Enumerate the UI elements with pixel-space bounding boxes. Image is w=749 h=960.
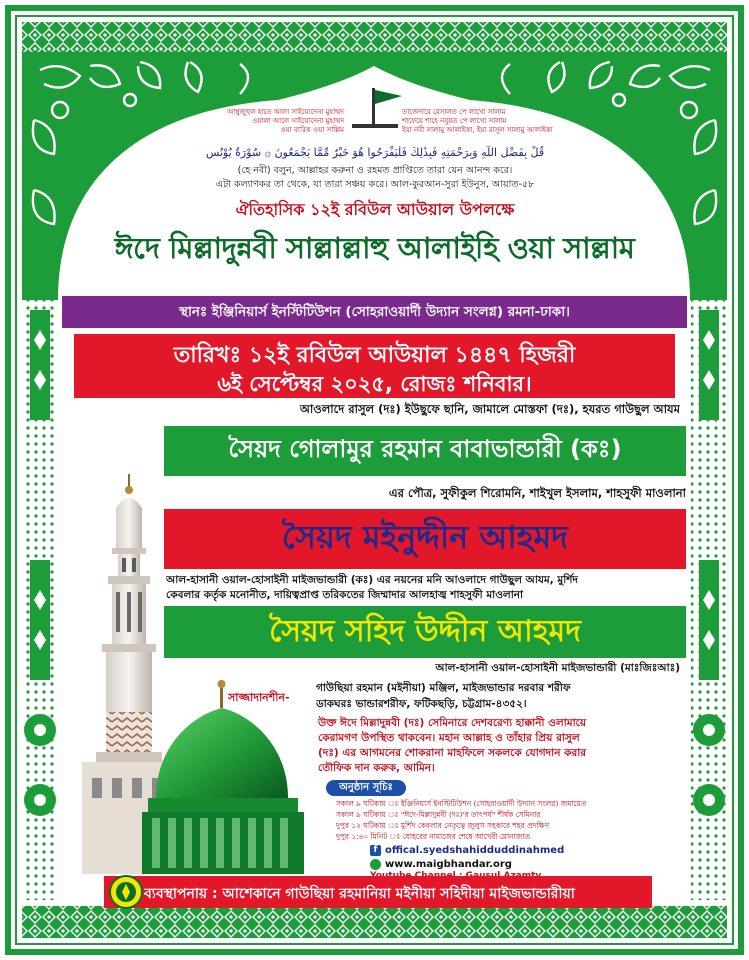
program-item: দুপুর ১:৪০ মিনিট ঃ যোহরের নামাজের শেষে আখেরী মোনাজাত [336,832,530,841]
address-line-2: ডাকঘরঃ ভান্ডারশরীফ, ফটিকছড়ি, চট্টগ্রাম-৪৩৫২। [316,698,527,710]
website-url: www.maigbhandar.org [385,858,512,870]
occasion-heading: ঐতিহাসিক ১২ই রবিউল আউয়াল উপলক্ষে [235,200,515,219]
quran-translation-line-2: এটা কল্যাণকর তা থেকে, যা তারা সঞ্চয় করে। আল-কুরআন-সুরা ইউনুস, আয়াত-৫৮ [215,179,535,190]
name-2: সৈয়দ মইনুদ্দীন আহমদ [281,518,569,556]
program-item: দুপুর ১২ ঘটিকায় ঃ মুর্শিদ কেবলার নেতৃত্বে জুলুস সহকারে শহর প্রদক্ষিণ [336,821,550,830]
facebook-icon: f [370,845,381,856]
flag-icon [344,84,404,130]
quran-translation-line-1: (হে নবী) বলুন, আল্লাহর করুনা ও রহমত প্রাপ্তিতে তারা যেন আনন্দ করে। [237,165,513,176]
facebook-link[interactable] [370,843,670,857]
salawat-note: আম্বুজুহুল হাতে আলা সাইয়্যেদেনা মুহাম্মদ ওয়ালা আলে সাইয়্যেদেনা মুহাম্মদ ওয়া বারিক ওয়া সাল্লিম [227,108,344,134]
invitation-text [318,716,686,776]
invitation-line-4: তৌফিক দান করুক, আমিন। [318,762,435,774]
organization-logo-icon [108,874,144,910]
invitation-line-1: উক্ত ঈদে মিল্লাদুন্নবী (দঃ) সেমিনারে দেশবরেণ্য হাক্কানী ওলামায়ে [318,717,587,729]
invitation-line-3: (দঃ) এর আগমনের শোকরানা মাহফিলে সকলকে যোগদান করার [318,747,587,759]
mosque-dome-illustration [72,468,342,874]
program-item: সকাল ৯ ঘটিকায় ঃ ইঞ্জিনিয়ার্স ইনস্টিটিউশন (সোহরাওয়ার্দী উদ্যান সংলগ্ন) জমায়েত [336,799,587,808]
footer-organizer: ব্যবস্থাপনায় : আশেকানে গাউছিয়া রহমানিয়া মইনীয়া সহিদীয়া মাইজভান্ডারীয়া [144,886,575,902]
event-title: ঈদে মিল্লাদুন্নবী সাল্লাল্লাহু আলাইহি ওয়া সাল্লাম [114,231,635,265]
facebook-handle: offical.syedshahidduddinahmed [385,844,565,856]
address-line-1: গাউছিয়া রহমান (মইনীয়া) মঞ্জিল, মাইজভান্ডার দরবার শরীফ [316,682,571,694]
globe-icon [370,859,381,870]
lineage-3-line-1: আল-হাসানী ওয়াল-হোসাইনী মাইজভান্ডারী (কঃ) এর নয়নের মনি আওলাদে গাউছুল আযম, মুর্শিদ [166,574,578,586]
invitation-line-2: কেরামগণ উপস্থিত থাকবেন। মহান আল্লাহ ও তাঁহার প্রিয় রাসুল [318,732,580,744]
program-item: সকাল ৯ ঘটিকায় ঃ "ঈদে-মিল্লাদুন্নবী (দঃ)'র তাৎপর্য" শীর্ষক সেমিনার [336,810,541,819]
lineage-3-line-2: কেবলার কর্তৃক মনোনীত, দায়িত্বপ্রাপ্ত তরিকতের জিম্মাদার আলহাজ্ব শাহসুফী মাওলানা [166,589,524,601]
program-heading [326,780,406,796]
date-banner [74,334,675,398]
program-heading-text: অনুষ্ঠান সূচিঃ [339,781,393,793]
sajjadanashin-label: সাজ্জাদানশীন- [228,691,290,704]
date-gregorian: ৬ই সেপ্টেম্বর ২০২৫, রোজঃ শনিবার। [217,372,532,396]
lineage-4: আল-হাসানী ওয়াল-হোসাইনী মাইজভান্ডারী (মাঃজিঃআঃ) [435,662,680,674]
salam-note: তাজেদারে রেসালত পে লাখো সালাম শাফেয়ে শাহে নবুয়ত পে লাখো সালাম ইয়া নবী সালামু আলাইকা, ইয়া রাসুল সালামু আলাইকা [402,108,553,134]
date-hijri: তারিখঃ ১২ই রবিউল আউয়াল ১৪৪৭ হিজরী [173,343,576,368]
name-1: সৈয়দ গোলামুর রহমান বাবাভান্ডারী (কঃ) [228,435,622,463]
program-list [336,798,681,842]
venue-text: স্থানঃ ইঞ্জিনিয়ার্স ইনস্টিটিউশন (সোহরাওয়ার্দী উদ্যান সংলগ্ন) রমনা-ঢাকা। [179,303,570,320]
name-3: সৈয়দ সহিদ উদ্দীন আহমদ [269,613,581,649]
lineage-intro: আওলাদে রাসুল (দঃ) ইউছুফে ছানি, জামালে মোস্তফা (দঃ), হযরত গাউছুল আযম [299,402,680,416]
quran-verse-arabic: قُلْ بِفَضْلِ اللَّهِ وَبِرَحْمَتِهِ فَبِذَٰلِكَ فَلْيَفْرَحُوا هُوَ خَيْرٌ مِّمَّا يَجْمَعُونَ ۞ سُوْرَةُ يُوْنُس [205,146,545,159]
lineage-2: এর পৌত্র, সুফীকুল শিরোমনি, শাইখুল ইসলাম, শাহসুফী মাওলানা [388,486,686,500]
venue-banner [62,296,687,328]
website-link[interactable] [370,857,670,871]
footer-banner [104,876,652,908]
